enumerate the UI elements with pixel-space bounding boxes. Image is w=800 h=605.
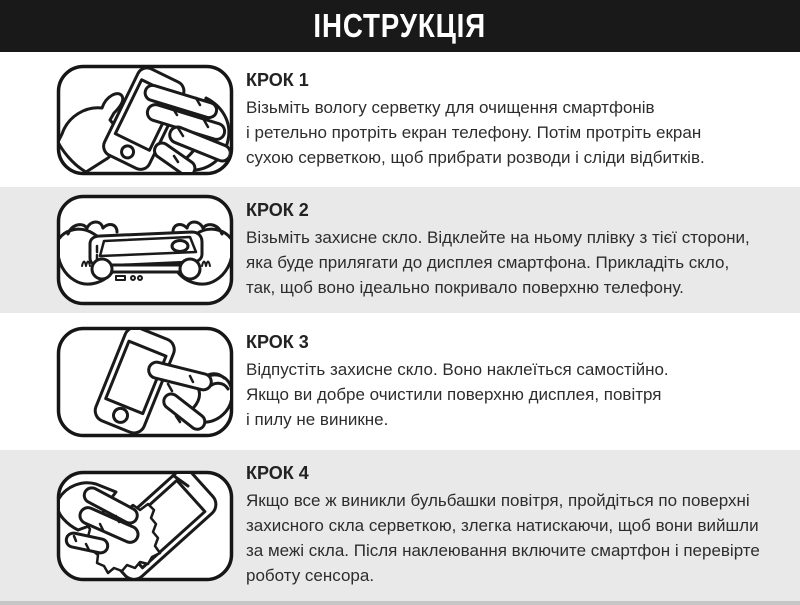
step-3-illustration	[56, 326, 234, 438]
step-4-text	[246, 463, 794, 588]
step-2-line-2: яка буде прилягати до дисплея смартфона. Прикладіть скло,	[246, 253, 730, 272]
bottom-edge-strip	[0, 601, 800, 605]
step-1-line-3: сухою серветкою, щоб прибрати розводи і сліди відбитків.	[246, 147, 705, 167]
hands-wiping-phone-screen-illustration	[56, 64, 234, 176]
finger-pressing-glass-on-phone-illustration	[56, 326, 234, 438]
step-3-line-1: Відпустіть захисне скло. Воно наклеїться самостійно.	[246, 359, 669, 379]
step-1-illustration	[56, 64, 234, 176]
step-1-text	[246, 70, 794, 170]
two-hands-peeling-film-from-glass-illustration	[56, 194, 234, 306]
step-2-line-3: так, щоб воно ідеально покривало поверхню телефону.	[246, 278, 684, 297]
step-2-text	[246, 200, 794, 300]
step-4-line-4: роботу сенсора.	[246, 566, 375, 585]
step-3-text	[246, 332, 794, 432]
step-3-title: КРОК 3	[246, 331, 309, 352]
step-1-line-2: і ретельно протріть екран телефону. Потім протріть екран	[246, 122, 702, 142]
step-2-line-1: Візьміть захисне скло. Відклейте на ньому плівку з тієї сторони,	[246, 228, 750, 247]
step-section-4	[0, 450, 800, 601]
step-3-line-3: і пилу не виникне.	[246, 409, 389, 429]
step-2-title: КРОК 2	[246, 200, 309, 220]
step-section-2	[0, 187, 800, 313]
step-3-line-2: Якщо ви добре очистили поверхню дисплея, повітря	[246, 384, 662, 404]
step-section-3	[0, 313, 800, 450]
step-4-line-1: Якщо все ж виникли бульбашки повітря, пройдіться по поверхні	[246, 491, 750, 510]
step-1-line-1: Візьміть вологу серветку для очищення смартфонів	[246, 97, 655, 117]
step-4-line-2: захисного скла серветкою, злегка натискаючи, щоб вони вийшли	[246, 516, 759, 535]
step-section-1	[0, 52, 800, 187]
step-4-title: КРОК 4	[246, 463, 309, 483]
step-1-title: КРОК 1	[246, 69, 309, 90]
cloth-smoothing-bubbles-on-glass-illustration	[56, 470, 234, 582]
step-4-line-3: за межі скла. Після наклеювання включите смартфон і перевірте	[246, 541, 760, 560]
step-2-illustration	[56, 194, 234, 306]
page-title: ІНСТРУКЦІЯ	[313, 7, 487, 44]
header-bar	[0, 0, 800, 52]
step-4-illustration	[56, 470, 234, 582]
